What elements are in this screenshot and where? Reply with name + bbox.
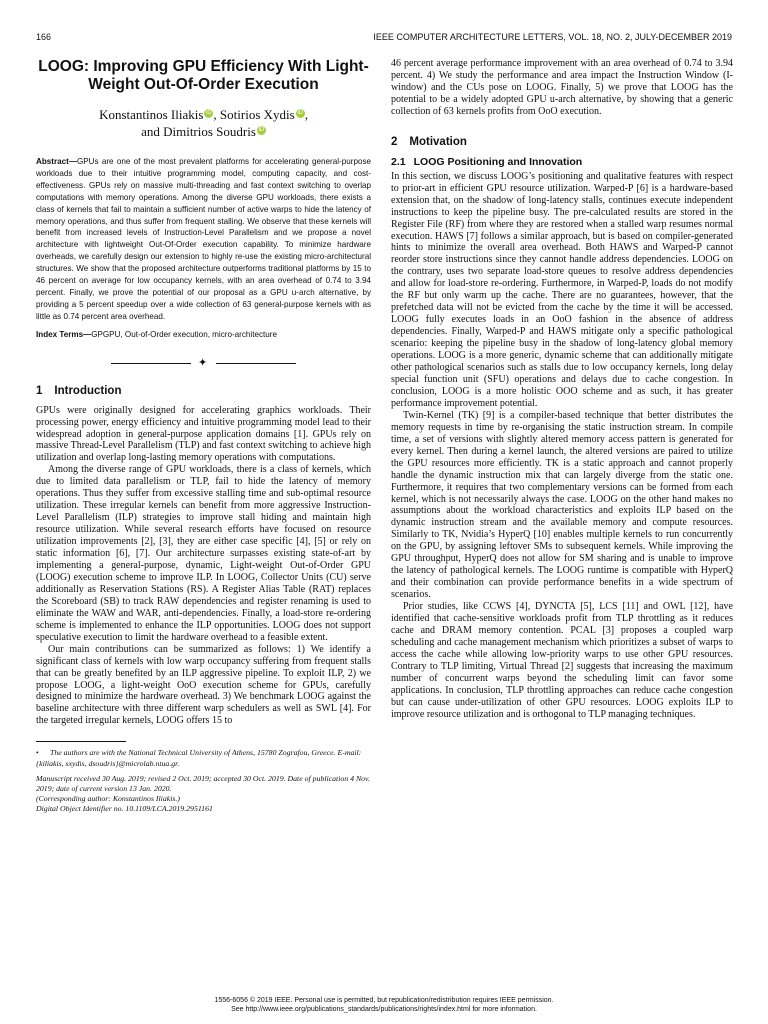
author-name: Dimitrios Soudris [163,124,256,139]
abstract-text: GPUs are one of the most prevalent platforms for accelerating general-purpose workloads due to their intuitive programming model, computing capacity, and cost-effectiveness. GPUs rely on massive multi-threading and fast context switching to overlap computations with memory operations. Among the diverse GPU workloads, there exists a class of kernels that fail to maintain a sufficient number of active warps to hide the latency of memory operations, and thus suffer from frequent stalling. We observe that these kernels will benefit from increased levels of Instruction-Level Parallelism and we propose a novel architecture with lightweight Out-Of-Order execution capability. To minimize hardware overheads, we carefully design our extension to highly re-use the existing micro-architectural structures. We show that the proposed architecture outperforms traditional platforms by 15 to 46 percent on average for low occupancy kernels, with an area overhead of 0.74 to 3.94 percent. Finally, we prove the potential of our proposal as a GPU u-arch alternative, by providing a 5 percent speedup over a wide collection of 63 general-purpose kernels with as little as 0.74 percent area overhead. [36,157,371,321]
footnote-affiliation [36,748,371,768]
divider-diamond-icon: ✦ [198,356,208,369]
index-terms [36,329,371,341]
paper-title: LOOG: Improving GPU Efficiency With Light-Weight Out-Of-Order Execution [38,58,369,93]
index-terms-text: GPGPU, Out-of-Order execution, micro-architecture [91,329,277,339]
left-column [36,58,371,815]
author-conjunction: and [141,124,164,139]
subsection-heading-positioning [391,156,733,168]
orcid-icon[interactable]: iD [297,109,304,116]
author-name: Sotirios Xydis [219,107,295,122]
section-number: 2 [391,135,398,148]
affiliation-text: The authors are with the National Technical University of Athens, 15780 Zografou, Greece. E-mail: {kiliakis, sxydis, dsoudris}@microlab.ntua.gr. [36,748,362,768]
footnote-doi[interactable]: Digital Object Identifier no. 10.1109/LCA.2019.2951161 [36,804,213,814]
motivation-paragraph-3: Prior studies, like CCWS [4], DYNCTA [5], LCS [11] and OWL [12], have identified that cache-sensitive workloads profit from TLP throttling as it reduces cache and DRAM memory contention. PCAL [3] proposes a coupled warp scheduling and cache management mechanism which prioritizes a subset of warps to access the cache while allowing low-priority warps to use other GPU resources. Contrary to TLP limiting, Virtual Thread [2] suggests that increasing the maximum number of concurrent warps beyond the scheduling limit can favor some applications. In conclusion, TLP throttling approaches can reduce cache congestion but can cause under-utilization of other GPU resources. LOOG exploits ILP to improve resource utilization and is orthogonal to TLP managing techniques. [391,601,733,720]
intro-paragraph-3: Our main contributions can be summarized as follows: 1) We identify a significant class of kernels with low warp occupancy suffering from frequent stalls that can be greatly benefited by an ILP aggressive pipeline. To exploit ILP, 2) we propose LOOG, a light-weight OoO execution scheme for GPUs, carefully designed to minimize the hardware overhead. 3) We benchmark LOOG against the baseline architecture with three different warp schedulers as well as SWL [4]. For the targeted irregular kernels, LOOG offers 15 to [36,643,371,727]
author-name: Konstantinos Iliakis [99,107,204,122]
footnote-bullet: • [36,748,39,758]
footnote-rule [36,741,126,742]
section-title: Motivation [409,135,467,148]
journal-name: IEEE COMPUTER ARCHITECTURE LETTERS, VOL. 18, NO. 2, JULY-DECEMBER 2019 [373,32,732,42]
footnote-manuscript: Manuscript received 30 Aug. 2019; revised 2 Oct. 2019; accepted 30 Oct. 2019. Date of publication 4 Nov. 2019; date of current version 13 Jan. 2020. [36,773,370,793]
rights-link[interactable]: See http://www.ieee.org/publications_standards/publications/rights/index.html for more information. [231,1006,537,1013]
section-divider [36,357,371,369]
intro-paragraph-2: Among the diverse range of GPU workloads, there is a class of kernels, which due to limited data parallelism or TLP, fail to hide the latency of memory operations. Thus they suffer from excessive stalling time and sub-optimal resource utilization. These irregular kernels can benefit from more aggressive Instruction-Level Parallelism (ILP) strategies to improve stall hiding and maintain high resource utilization. While several research efforts have focused on resource utilization improvements [2], [3], they are either case specific [4], [5] or rely on static information [6], [7]. Our architecture surpasses existing state-of-art by implementing a general-purpose, dynamic, Light-weight Out-of-Order GPU (LOOG) execution scheme to improve ILP. In LOOG, Collector Units (CU) serve additionally as Reservation Stations (RS). A Register Alias Table (RAT) replaces the Scoreboard (SB) to track RAW dependencies and register renaming is used to eliminate the WAW and WAR, anti-dependencies. Finally, a load-store re-ordering scheme is implemented to enhance the ILP opportunities. LOOG does not support speculative execution to limit the hardware overhead to a feasible extent. [36,464,371,643]
author-separator: , [304,107,308,122]
section-title: Introduction [54,384,122,397]
copyright-notice: 1556-6056 © 2019 IEEE. Personal use is permitted, but republication/redistribution requires IEEE permission. [214,997,554,1004]
intro-paragraph-3-continued: 46 percent average performance improvement with an area overhead of 0.74 to 3.94 percent. 4) We study the performance and area impact the Instruction Window (I-window) and the CUs pose on LOOG. Finally, 5) we prove that LOOG has the potential to be a widely adopted GPU u-arch alternative, by showing that a generic collection of 63 kernels profits from OoO execution. [391,58,733,117]
orcid-icon[interactable]: iD [258,126,265,133]
motivation-paragraph-2: Twin-Kernel (TK) [9] is a compiler-based technique that better distributes the memory requests in time by re-organising the static instruction stream. In compile time, a set of versions with slightly altered memory access pattern is generated for every kernel. Then during a kernel launch, the altered versions are paired to utilize the GPU resources more efficiently. TK is a static approach and cannot properly handle the dynamic instruction mix that can largely diverge from the static one. Furthermore, it requires that two complementary versions can be formed from each kernel, which is not necessarily always the case. LOOG on the other hand makes no assumptions about the workload characteristics and exploits ILP based on the dynamic instruction stream and the available memory and compute resources. Similarly to TK, Nvidia’s HyperQ [10] enables multiple kernels to run concurrently on the GPU, by assigning leftover SMs to subsequent kernels. While improving the GPU throughput, HyperQ does not allow for SM sharing and is unable to improve the latency of pathological kernels. The LOOG runtime is compatible with HyperQ and their combination can provide performance benefits in a wide spectrum of scenarios. [391,409,733,601]
right-column [391,58,733,721]
section-number: 1 [36,384,43,397]
abstract [36,156,371,323]
motivation-paragraph-1: In this section, we discuss LOOG’s positioning and qualitative features with respect to prior-art in efficient GPU resource utilization. Warped-P [6] is a hardware-based extension that, on the shadow of long-latency stalls, continues execute independent instructions to keep the pipeline busy. The pre-calculated results are stored in the Register File (RF) from where they are restored when a stalled warp resumes normal execution. HAWS [7] follows a similar approach, but is based on compiler-generated hints to minimize the overall area overhead. Both HAWS and Warped-P cannot reorder store instructions since they cannot handle address dependencies. LOOG on the contrary, uses two separate load-store queues to resolve address dependencies and allow for load-store re-ordering. Furthermore, in Warped-P, loads do not modify the RF but only warm up the cache. There are no guarantees, however, that the prefetched data will not be evicted from the cache by the time it will be accessed. LOOG fully executes loads in an OoO fashion in the absence of address dependencies. Finally, Warped-P and HAWS mitigate only a specific pathological scenario: keeping the pipeline busy in the shadow of long-latency global memory operations. LOOG is a more generic, dynamic scheme that can additionally mitigate other pathological scenarios such as stalls due to low occupancy kernels, long delay special function unit (SFU) operations and delays due to cache congestion. In conclusion, LOOG is a more holistic OOO scheme and as such, it has greater performance improvement potential. [391,170,733,409]
author-separator: , [213,107,220,122]
abstract-label: Abstract— [36,157,77,166]
index-terms-label: Index Terms— [36,329,92,339]
section-heading-motivation [391,136,733,148]
divider-line [216,363,296,364]
footnote-corresponding: (Corresponding author: Konstantinos Iliakis.) [36,794,180,804]
divider-line [111,363,191,364]
author-list [36,106,371,140]
orcid-icon[interactable]: iD [206,109,212,116]
subsection-number: 2.1 [391,155,406,168]
intro-paragraph-1: GPUs were originally designed for accelerating graphics workloads. Their processing power, energy efficiency and intuitive programming model lead to their widespread adoption in general-purpose application domains [1]. GPUs rely on massive Thread-Level Parallelism (TLP) and fast context switching to achieve high utilization and overlap long-lasting memory operations with computations. [36,404,371,464]
subsection-title: LOOG Positioning and Innovation [413,155,583,168]
section-heading-introduction [36,385,371,397]
page-footer [0,996,768,1014]
page-number: 166 [36,32,52,42]
